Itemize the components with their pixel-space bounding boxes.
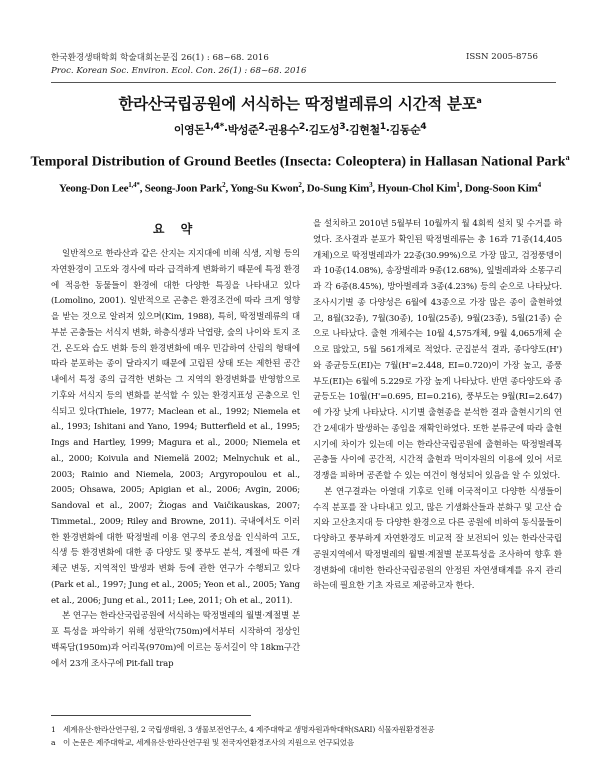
author-affil: 3 — [369, 181, 373, 189]
abstract-paragraph: 본 연구는 한라산국립공원에 서식하는 딱정벌레의 월별·계절별 분포 특성을 파악하기 위해 성판악(750m)에서부터 시작하여 정상인 백록담(1950m)과 어리목(970m)에 이르는 동서길이 약 18km구간에서 23개 조사구에 Pit-fall trap — [51, 611, 300, 669]
author-affil: 1,4* — [204, 121, 224, 132]
author-affil: 3 — [339, 121, 346, 132]
korean-title-mark: a — [476, 95, 482, 105]
issn: ISSN 2005-8756 — [466, 52, 538, 62]
footnote-mark: 1 — [51, 725, 56, 734]
author-en: , Hyoun-Chol Kim — [372, 182, 457, 195]
footnote-text: 세계유산·한라산연구원, 2 국립생태원, 3 생물보전연구소, 4 제주대학교 생명자원과학대학(SARI) 식물자원환경전공 — [63, 725, 435, 734]
author-affil: 4 — [537, 181, 541, 189]
author-affil: 2 — [258, 121, 265, 132]
author-en: , Yong-Su Kwon — [225, 182, 299, 195]
author-affil: 1 — [379, 121, 386, 132]
abstract-left-column — [51, 247, 300, 672]
author-ko: 이영돈 — [173, 123, 205, 137]
abstract-paragraph: 본 연구결과는 아열대 기후로 인해 이국적이고 다양한 식생들이 수직 분포를 잘 나타내고 있고, 많은 기생화산들과 분화구 및 고산 습지와 고산초지대 등 다양한 환경으로 다른 공원에 비하여 동식물들이 다양하고 풍부하게 자연환경도 비교적 잘 보전되어 있는 한라산국립공원지역에서 딱정벌레의 월별·계절별 분포특성을 조사하여 향후 환경변화에 대비한 한라산국립공원의 안정된 자연생태계를 유지 관리하는데 필요한 기초 자료로 제공하고자 한다. — [313, 486, 562, 592]
korean-title — [0, 92, 600, 114]
author-ko: ·김동순 — [385, 123, 421, 137]
author-en: , Dong-Soon Kim — [459, 182, 538, 195]
author-ko: ·박성준 — [223, 123, 259, 137]
footnote-funding — [51, 736, 556, 749]
author-affil: 2 — [298, 121, 305, 132]
header-divider — [51, 82, 556, 83]
english-authors — [0, 181, 600, 195]
korean-authors — [0, 121, 600, 138]
author-en: , Seong-Joon Park — [139, 182, 223, 195]
footnotes — [51, 723, 556, 749]
english-title-mark: a — [565, 153, 570, 162]
abstract-right-column — [313, 217, 562, 595]
korean-title-text: 한라산국립공원에 서식하는 딱정벌레류의 시간적 분포 — [118, 95, 477, 113]
journal-header-korean: 한국환경생태학회 학술대회논문집 26(1) : 68~68. 2016 — [51, 53, 269, 63]
abstract-paragraph: 일반적으로 한라산과 같은 산지는 지지대에 비해 식생, 지형 등의 자연환경이 고도와 경사에 따라 급격하게 변화하기 때문에 특정 환경에 적응한 동물들이 환경에 대한 다양한 특징을 나타내고 있다(Lomolino, 2001). 일반적으로 곤충은 환경조건에 따라 크게 영향을 받는 것으로 알려져 있으며(Kim, 1988), 특히, 딱정벌레류의 대부분 곤충들는 서식지 변화, 하층식생과 낙엽량, 숲의 나이와 토지 조건, 온도와 습도 변화 등의 환경변화에 매우 민감하여 산림의 형태에 따라 분포하는 종이 달라지기 때문에 고립된 상태 또는 제한된 공간 내에서 특정 종의 급격한 변화는 그 지역의 환경변화를 반영함으로 기후와 서식지 등의 변화를 분석할 수 있는 환경지표성 곤충으로 인식되고 있다(Thiele, 1977; Maclean et al., 1992; Niemela et al., 1993; Ishitani and Yano, 1994; Butterfield et al., 1995; Ings and Hartley, 1999; Magura et al., 2000; Niemela et al., 2000; Koivula and Niemelä 2002; Melnychuk et al., 2003; Rainio and Niemela, 2003; Argyropoulou et al., 2005; Ohsawa, 2005; Apigian et al., 2006; Avgin, 2006; Sandoval et al., 2007; Žiogas and Vaičikauskas, 2007; Timmetal., 2009; Riley and Browne, 2011). 국내에서도 이러한 환경변화에 대한 딱정벌레 이용 연구의 중요성을 인식하여 고도, 식생 등 환경변화에 대한 종 다양도 및 풍부도 분석, 계절에 따른 개체군 변동, 지역적인 발생과 변화 등에 관한 연구가 수행되고 있다(Park et al., 1997; Jung et al., 2005; Yeon et al., 2005; Yang et al., 2006; Jung et al., 2011; Lee, 2011; Oh et al., 2011). — [51, 249, 300, 606]
author-ko: ·김도성 — [304, 123, 340, 137]
english-title — [0, 153, 600, 171]
abstract-paragraph: 을 설치하고 2010년 5월부터 10월까지 월 4회씩 설치 및 수거를 하였다. 조사결과 분포가 확인된 딱정벌레류는 총 16과 71종(14,405개체)으로 딱정벌레과가 22종(30.99%)으로 가장 많고, 검정풍뎅이과 10종(14.08%), 송장벌레과 9종(12.68%), 잎벌레과와 소똥구리과 각 6종(8.45%), 방아벌레과 3종(4.23%) 등의 순으로 나타났다. 조사시기별 종 다양성은 6월에 43종으로 가장 많은 종이 출현하였고, 8월(32종), 7월(30종), 10월(25종), 9월(23종), 5월(21종) 순으로 나타났다. 출현 개체수는 10월 4,575개체, 9월 4,065개체 순으로 많았고, 5월 561개체로 적었다. 군집분석 결과, 종다양도(H')와 종균등도(EI)는 7월(H'=2.448, EI=0.720)이 가장 높고, 종풍부도(EI)는 6월에 5.229로 가장 높게 나타났다. 반면 종다양도와 종균등도는 10월(H'=0.695, EI=0.216), 풍부도는 9월(RI=2.647)에 가장 낮게 나타났다. 시기별 출현종을 분석한 결과 출현시기의 연간 2세대가 발생하는 종임을 재확인하였다. 또한 분류군에 따라 출현시기에 차이가 있는데 이는 한라산국립공원에 출현하는 딱정벌레목 곤충들 사이에 공간적, 시간적 출현과 먹이자원의 이용에 있어 서로 경쟁을 피하며 공존할 수 있는 여건이 형성되어 있음을 알 수 있었다. — [313, 219, 562, 481]
footnote-mark: a — [51, 738, 56, 747]
abstract-heading: 요 약 — [152, 222, 199, 236]
author-affil: 2 — [222, 181, 226, 189]
journal-header — [51, 52, 306, 78]
author-affil: 2 — [298, 181, 302, 189]
author-ko: ·권용수 — [264, 123, 299, 137]
english-title-text: Temporal Distribution of Ground Beetles (Insecta: Coleoptera) in Hallasan National Park — [30, 154, 566, 170]
author-affil: 4 — [420, 121, 427, 132]
author-ko: ·김현철 — [345, 123, 380, 137]
author-affil: 1,4* — [128, 181, 140, 189]
author-en: Yeong-Don Lee — [59, 182, 129, 195]
author-en: , Do-Sung Kim — [301, 182, 370, 195]
journal-header-english: Proc. Korean Soc. Environ. Ecol. Con. 26(1) : 68~68. 2016 — [51, 66, 307, 76]
footnote-text: 이 논문은 제주대학교, 세계유산·한라산연구원 및 전국자연환경조사의 지원으로 연구되었음 — [63, 738, 355, 747]
author-affil: 1 — [456, 181, 460, 189]
footnote-divider — [51, 715, 251, 716]
footnote-affiliations — [51, 723, 556, 736]
